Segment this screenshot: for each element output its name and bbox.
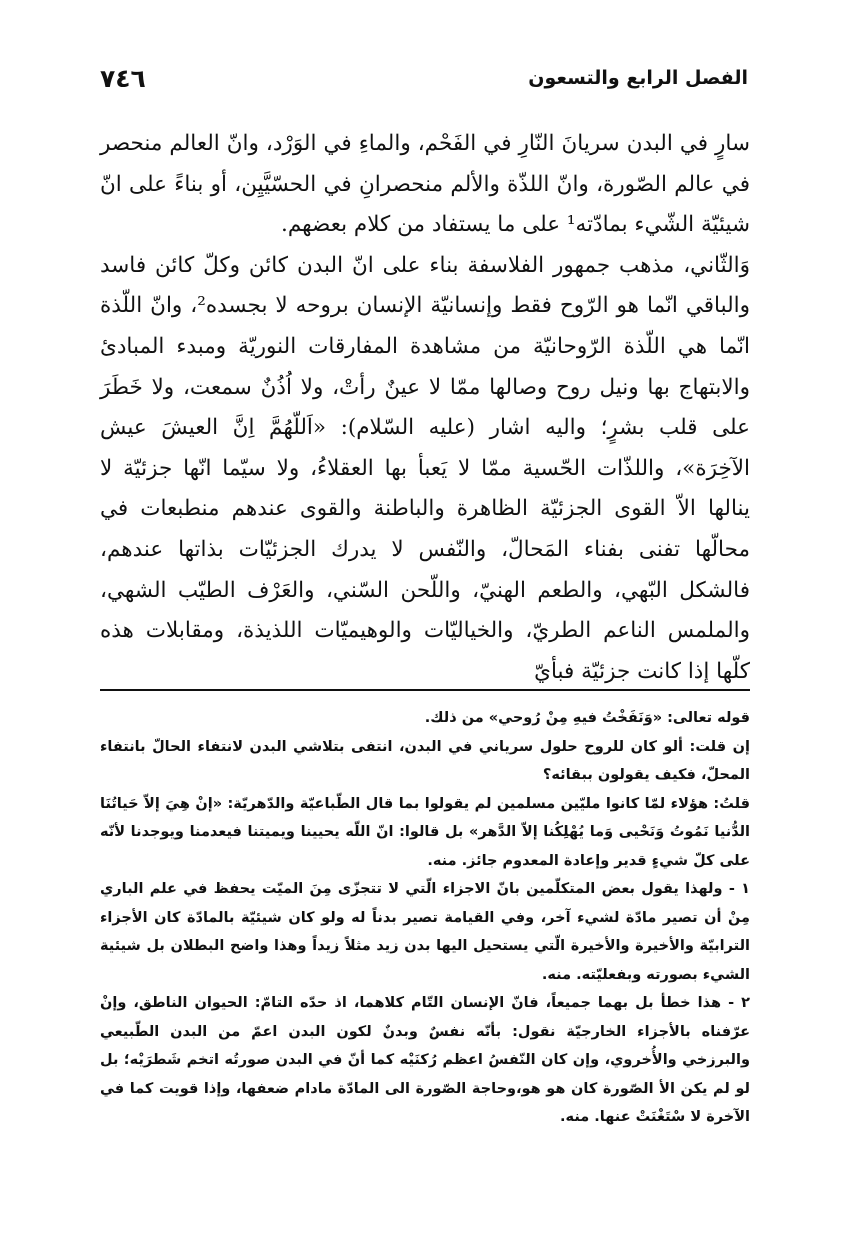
footnotes [100,704,750,1132]
main-text [100,124,750,692]
chapter-title: الفصل الرابع والتسعون [528,67,748,89]
main-paragraph: وَالثّاني، مذهب جمهور الفلاسفة بناء على انّ البدن كائن وكلّ كائن فاسد والباقي انّما هو الرّوح فقط وإنسانيّة الإنسان بروحه لا بجسده²، وانّ اللّذة انّما هي اللّذة الرّوحانيّة من مشاهدة المفارقات النوريّة ومبدء المبادئ والابتهاج بها ونيل روح وصالها ممّا لا عينٌ رأتْ، ولا اُذُنٌ سمعت، ولا خَطَرَ على قلب بشرٍ؛ واليه اشار (عليه السّلام): «اَللّهُمَّ اِنَّ العيشَ عيش الآخِرَة»، واللذّات الحّسية ممّا لا يَعبأ بها العقلاءُ، ولا سيّما انّها جزئيّة لا ينالها الاّ القوى الجزئيّة الظاهرة والباطنة والقوى عندهم منطبعات في محالّها تفنى بفناء المَحالّ، والنّفس لا يدرك الجزئيّات بذاتها عندهم، فالشكل البّهي، والطعم الهنيّ، واللّحن السّني، والعَرْف الطيّب الشهي، والملمس الناعم الطريّ، والخياليّات والوهيميّات اللذيذة، ومقابلات هذه كلّها إذا كانت جزئيّة فبأيّ [100,252,750,684]
footnote-entry: ١ - ولهذا يقول بعض المتكلّمين بانّ الاجزاء الّتي لا تتجزّى مِنَ الميّت يحفظ في علم الباري مِنْ أن تصير مادّة لشيء آخر، وفي القيامة تصير بدناً له ولو كان شيئيّة بالمادّة كان الأجزاء الترابيّة والأخيرة والأخيرة الّتي يستحيل اليها بدن زيد مثلاً زيداً وهذا واضح البطلان بل شيئية الشيء بصورته وبفعليّته. منه. [100,881,750,983]
footnote-entry: إن قلت: ألو كان للروح حلول سرياني في البدن، انتفى بتلاشي البدن لانتفاء الحالّ بانتفاء المحلّ، فكيف يقولون ببقائه؟ [100,738,750,783]
footnote-entry: قوله تعالى: «وَنَفَخْتُ فيهِ مِنْ رُوحي» من ذلك. [424,710,750,726]
footnote-entry: قلتُ: هؤلاء لمّا كانوا مليّين مسلمين لم يقولوا بما قال الطّباعيّة والدّهريّة: «إنْ هِيَ إلاّ حَياتُنَا الدُّنيا نَمُوتُ وَنَحْيى وَما يُهْلِكُنا إلاّ الدَّهر» بل قالوا: انّ اللّه يحيينا ويميتنا فيعدمنا ويوجدنا لأنّه على كلّ شيءٍ قدير وإعادة المعدوم جائز. منه. [100,795,750,869]
page-number: ٧٤٦ [100,63,146,93]
page-header [100,58,748,98]
footnote-divider [100,689,750,691]
footnote-entry: ٢ - هذا خطأ بل بهما جميعاً، فانّ الإنسان التّام كلاهما، اذ حدّه التامّ: الحيوان الناطق، وإنْ عرّفناه بالأجزاء الخارجيّة نقول: بأنّه نفسٌ وبدنٌ لكون البدن اعمّ من البدن الطّبيعي والبرزخي والأُخروي، وإن كان النّفسُ اعظم رُكنَيْه كما أنّ في البدن صورتُه اتخم شَطرَيْه؛ بل لو لم يكن الأ الصّورة كان هو هو،وحاجة الصّورة الى المادّة مادام ضعفها، وإذا قويت كما في الآخرة لا سْتَغْنَتْ عنها. منه. [100,995,750,1125]
main-paragraph: سارٍ في البدن سريانَ النّارِ في الفَحْم، والماءِ في الوَرْد، وانّ العالم منحصر في عالم الصّورة، وانّ اللذّة والألم منحصرانِ في الحسّيَّيِن، أو بناءً على انّ شيئيّة الشّيء بمادّته¹ على ما يستفاد من كلام بعضهم. [100,131,750,238]
